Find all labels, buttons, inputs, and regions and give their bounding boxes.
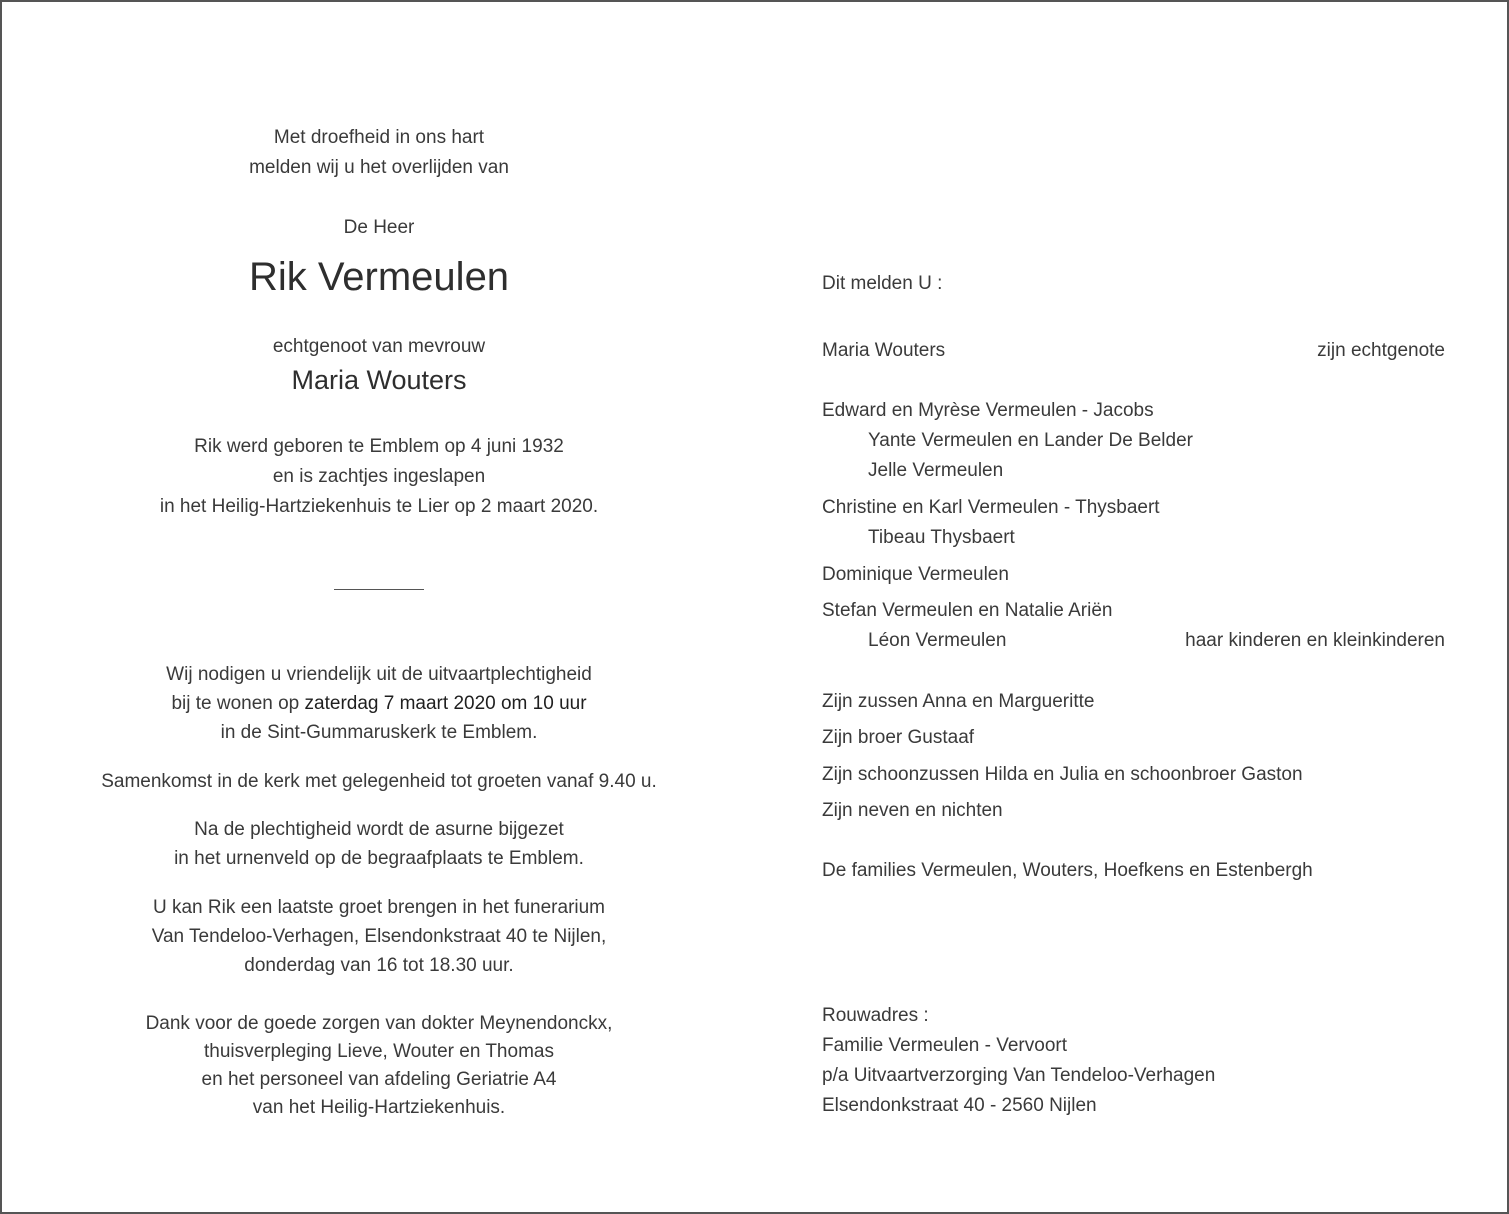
- gathering-line: Samenkomst in de kerk met gelegenheid tot groeten vanaf 9.40 u.: [101, 771, 657, 792]
- families-line: De families Vermeulen, Wouters, Hoefkens en Estenbergh: [822, 860, 1313, 881]
- divider-line: [334, 589, 424, 590]
- death-line-1: en is zachtjes ingeslapen: [272, 466, 486, 487]
- thanks-line-2: thuisverpleging Lieve, Wouter en Thomas: [204, 1041, 554, 1062]
- honorific: De Heer: [343, 217, 415, 238]
- family-entry: Stefan Vermeulen en Natalie Ariën: [822, 600, 1113, 621]
- birth-line: Rik werd geboren te Emblem op 4 juni 1932: [194, 436, 564, 457]
- thanks-line-4: van het Heilig-Hartziekenhuis.: [252, 1097, 506, 1118]
- visit-line-1: U kan Rik een laatste groet brengen in het funerarium: [152, 897, 606, 918]
- urn-line-2: in het urnenveld op de begraafplaats te Emblem.: [174, 848, 584, 869]
- thanks-line-3: en het personeel van afdeling Geriatrie A4: [201, 1069, 557, 1090]
- relative-entry: Zijn neven en nichten: [822, 800, 1003, 821]
- invite-line-1: Wij nodigen u vriendelijk uit de uitvaartplechtigheid: [166, 664, 592, 685]
- intro-line-1: Met droefheid in ons hart: [273, 127, 485, 148]
- urn-line-1: Na de plechtigheid wordt de asurne bijgezet: [194, 819, 564, 840]
- family-entry: Tibeau Thysbaert: [868, 527, 1015, 548]
- address-label: Rouwadres :: [822, 1005, 929, 1026]
- address-line: p/a Uitvaartverzorging Van Tendeloo-Verhagen: [822, 1065, 1216, 1086]
- family-entry: Yante Vermeulen en Lander De Belder: [868, 430, 1193, 451]
- spouse-name: Maria Wouters: [291, 365, 467, 395]
- family-entry: Jelle Vermeulen: [868, 460, 1004, 481]
- spouse-entry: Maria Wouters: [822, 340, 946, 361]
- children-role: haar kinderen en kleinkinderen: [1185, 630, 1445, 651]
- invite-line-2: [79, 692, 679, 716]
- invite-line-3: in de Sint-Gummaruskerk te Emblem.: [220, 722, 538, 743]
- visit-line-3: donderdag van 16 tot 18.30 uur.: [244, 955, 514, 976]
- address-line: Familie Vermeulen - Vervoort: [822, 1035, 1067, 1056]
- deceased-name: Rik Vermeulen: [248, 255, 510, 299]
- family-entry: Léon Vermeulen: [868, 630, 1007, 651]
- visit-line-2: Van Tendeloo-Verhagen, Elsendonkstraat 40 te Nijlen,: [151, 926, 607, 947]
- family-entry: Christine en Karl Vermeulen - Thysbaert: [822, 497, 1160, 518]
- thanks-line-1: Dank voor de goede zorgen van dokter Meynendonckx,: [145, 1013, 613, 1034]
- address-line: Elsendonkstraat 40 - 2560 Nijlen: [822, 1095, 1097, 1116]
- spouse-role: zijn echtgenote: [1317, 340, 1445, 361]
- intro-line-2: melden wij u het overlijden van: [249, 157, 509, 178]
- relative-entry: Zijn schoonzussen Hilda en Julia en schoonbroer Gaston: [822, 764, 1303, 785]
- relative-entry: Zijn zussen Anna en Margueritte: [822, 691, 1095, 712]
- spouse-intro: echtgenoot van mevrouw: [272, 336, 486, 357]
- family-entry: Edward en Myrèse Vermeulen - Jacobs: [822, 400, 1154, 421]
- invite-prefix: bij te wonen op: [171, 693, 305, 714]
- funeral-date: zaterdag 7 maart 2020 om 10 uur: [304, 693, 587, 714]
- announcement-heading: Dit melden U :: [822, 273, 943, 294]
- relative-entry: Zijn broer Gustaaf: [822, 727, 975, 748]
- death-line-2: in het Heilig-Hartziekenhuis te Lier op 2 maart 2020.: [159, 496, 599, 517]
- family-entry: Dominique Vermeulen: [822, 564, 1009, 585]
